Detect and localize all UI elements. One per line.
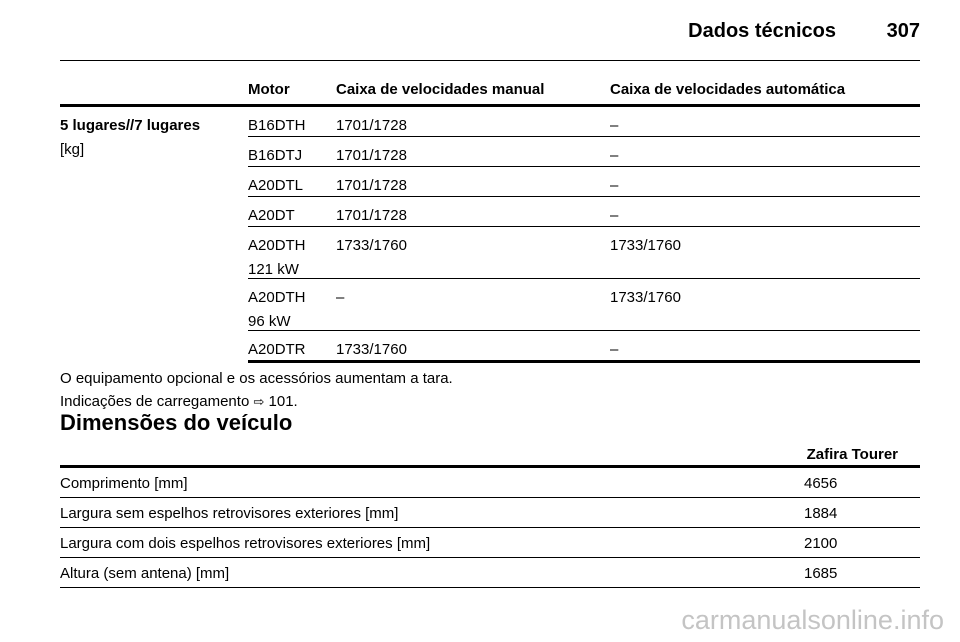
- dimension-label: Largura sem espelhos retrovisores exteriores [mm]: [60, 505, 399, 522]
- auto-cell: –: [610, 177, 619, 194]
- manual-cell: 1701/1728: [336, 177, 407, 194]
- table-row: [60, 528, 920, 558]
- column-header-auto: Caixa de velocidades automática: [610, 81, 846, 98]
- auto-cell: 1733/1760: [610, 289, 681, 306]
- page-header: [60, 14, 920, 61]
- table-row: [248, 137, 920, 167]
- seats-label: 5 lugares//7 lugares: [60, 117, 201, 134]
- table-row: [248, 227, 920, 279]
- auto-cell: –: [610, 147, 619, 164]
- auto-cell: –: [610, 207, 619, 224]
- manual-cell: 1701/1728: [336, 117, 407, 134]
- table-row: [248, 167, 920, 197]
- dimension-value: 1884: [804, 505, 838, 522]
- dimension-label: Comprimento [mm]: [60, 475, 188, 492]
- dimension-value: 1685: [804, 565, 838, 582]
- engine-power: 96 kW: [248, 313, 291, 330]
- dimension-label: Altura (sem antena) [mm]: [60, 565, 230, 582]
- engine-cell: [248, 286, 306, 334]
- table-row: [60, 558, 920, 588]
- engine-cell: [248, 234, 306, 282]
- table-row: [248, 279, 920, 331]
- row-group-label: [60, 114, 200, 162]
- engine-name: A20DTH: [248, 289, 306, 306]
- table-row: [60, 468, 920, 498]
- table-row: [248, 107, 920, 137]
- section-name: Dados técnicos: [688, 20, 836, 42]
- weights-table-header: [60, 78, 920, 107]
- manual-cell: 1733/1760: [336, 341, 407, 358]
- manual-cell: –: [336, 289, 345, 306]
- engine-cell: B16DTH: [248, 117, 306, 134]
- table-row: [248, 197, 920, 227]
- dimension-value: 4656: [804, 475, 838, 492]
- table-row: [60, 498, 920, 528]
- column-header-motor: Motor: [248, 81, 290, 98]
- engine-cell: A20DT: [248, 207, 295, 224]
- loading-reference-note: [60, 393, 298, 410]
- dimension-value: 2100: [804, 535, 838, 552]
- manual-cell: 1701/1728: [336, 147, 407, 164]
- engine-power: 121 kW: [248, 261, 299, 278]
- manual-cell: 1733/1760: [336, 237, 407, 254]
- engine-cell: B16DTJ: [248, 147, 303, 164]
- engine-cell: A20DTL: [248, 177, 304, 194]
- weights-table: [60, 78, 920, 363]
- column-header-manual: Caixa de velocidades manual: [336, 81, 545, 98]
- page-number: 307: [886, 20, 920, 42]
- table-row: [248, 331, 920, 363]
- dimensions-title: Dimensões do veículo: [60, 410, 293, 435]
- unit-label: [kg]: [60, 141, 85, 158]
- dimension-label: Largura com dois espelhos retrovisores exteriores [mm]: [60, 535, 431, 552]
- engine-name: A20DTH: [248, 237, 306, 254]
- optional-equipment-note: O equipamento opcional e os acessórios aumentam a tara.: [60, 370, 453, 387]
- auto-cell: –: [610, 117, 619, 134]
- weights-table-body: [60, 107, 920, 363]
- dimensions-table: [60, 440, 920, 588]
- page-reference-arrow-icon: ⇨: [253, 394, 265, 409]
- engine-cell: A20DTR: [248, 341, 306, 358]
- manual-cell: 1701/1728: [336, 207, 407, 224]
- loading-page-link[interactable]: 101.: [268, 393, 298, 410]
- dimensions-table-header: [60, 440, 920, 468]
- auto-cell: –: [610, 341, 619, 358]
- column-header-model: Zafira Tourer: [806, 446, 898, 463]
- watermark: carmanualsonline.info: [681, 605, 944, 635]
- loading-text: Indicações de carregamento: [60, 393, 250, 410]
- auto-cell: 1733/1760: [610, 237, 681, 254]
